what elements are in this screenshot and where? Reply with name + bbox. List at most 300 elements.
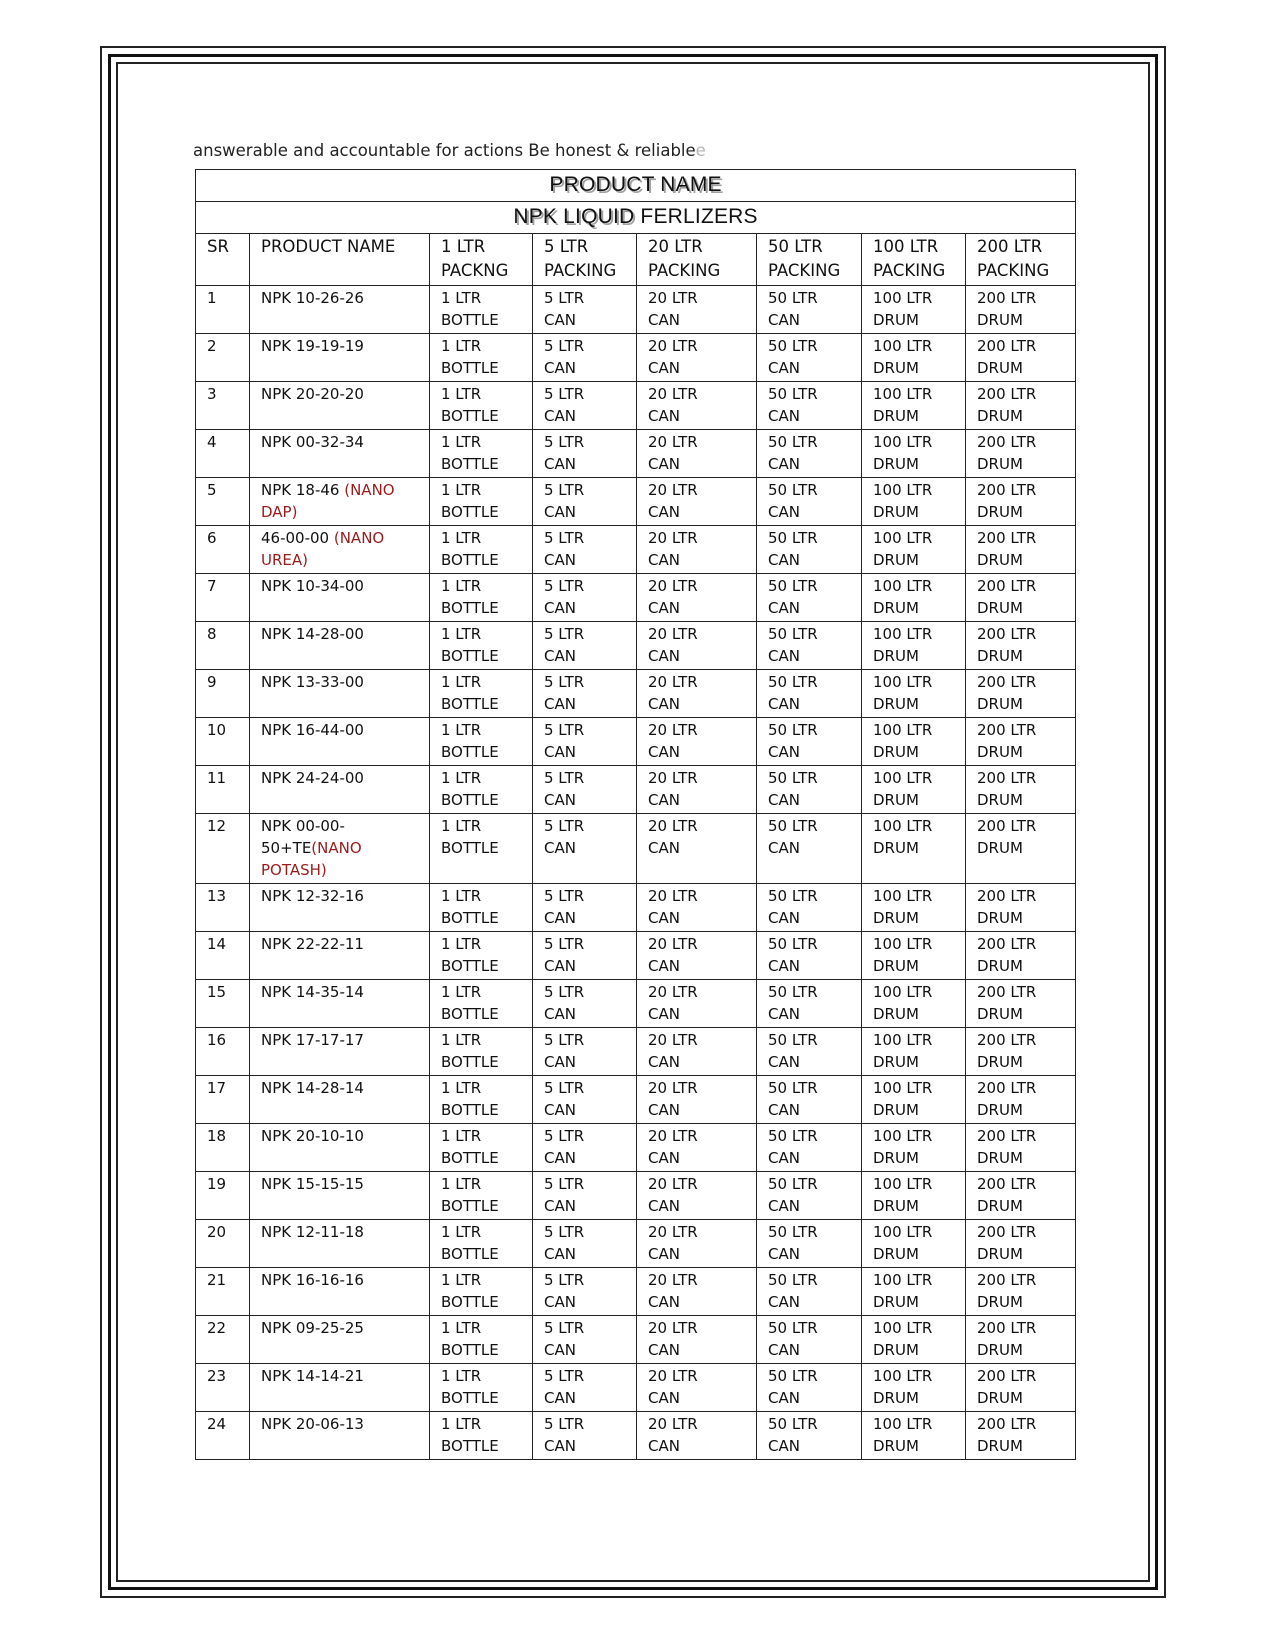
packing-text: 5 LTR bbox=[544, 1031, 585, 1049]
packing-text: CAN bbox=[648, 909, 680, 927]
packing-text: CAN bbox=[768, 743, 800, 761]
packing-cell-100-ltr bbox=[862, 382, 966, 430]
tagline-ghost-char: e bbox=[695, 141, 706, 160]
packing-text: DRUM bbox=[977, 599, 1023, 617]
product-name-annotation: (NANO bbox=[333, 529, 385, 547]
packing-cell-200-ltr bbox=[966, 574, 1076, 622]
product-name-part: NPK 13-33-00 bbox=[261, 673, 364, 691]
packing-text: 5 LTR bbox=[544, 817, 585, 835]
product-name-part: NPK 00-32-34 bbox=[261, 433, 364, 451]
packing-text: 20 LTR bbox=[648, 935, 698, 953]
packing-text: BOTTLE bbox=[441, 1101, 499, 1119]
packing-cell-200-ltr bbox=[966, 622, 1076, 670]
packing-cell-100-ltr bbox=[862, 1316, 966, 1364]
packing-cell-200-ltr bbox=[966, 1220, 1076, 1268]
serial-number-cell: 2 bbox=[196, 334, 250, 382]
packing-text: CAN bbox=[648, 695, 680, 713]
table-row bbox=[196, 622, 1076, 670]
product-name-cell bbox=[250, 622, 430, 670]
packing-text: CAN bbox=[648, 599, 680, 617]
packing-text: 1 LTR bbox=[441, 1319, 482, 1337]
packing-cell-100-ltr bbox=[862, 932, 966, 980]
packing-text: CAN bbox=[648, 743, 680, 761]
packing-text: BOTTLE bbox=[441, 551, 499, 569]
packing-text: 100 LTR bbox=[873, 1415, 933, 1433]
packing-text: BOTTLE bbox=[441, 1197, 499, 1215]
packing-text: 50 LTR bbox=[768, 1415, 818, 1433]
product-name-part: 50+TE bbox=[261, 839, 312, 857]
serial-number-cell: 12 bbox=[196, 814, 250, 884]
packing-text: CAN bbox=[768, 455, 800, 473]
packing-text: 100 LTR bbox=[873, 673, 933, 691]
packing-cell-5-ltr bbox=[533, 814, 637, 884]
packing-text: 5 LTR bbox=[544, 1223, 585, 1241]
packing-text: 1 LTR bbox=[441, 983, 482, 1001]
packing-cell-100-ltr bbox=[862, 334, 966, 382]
packing-text: DRUM bbox=[977, 1053, 1023, 1071]
packing-cell-200-ltr bbox=[966, 1076, 1076, 1124]
packing-cell-200-ltr bbox=[966, 334, 1076, 382]
packing-cell-1-ltr bbox=[430, 1364, 533, 1412]
packing-text: 20 LTR bbox=[648, 337, 698, 355]
product-name-part: NPK 12-11-18 bbox=[261, 1223, 364, 1241]
packing-text: 200 LTR bbox=[977, 1367, 1037, 1385]
packing-text: 50 LTR bbox=[768, 817, 818, 835]
serial-number-cell: 6 bbox=[196, 526, 250, 574]
product-name-cell bbox=[250, 670, 430, 718]
packing-cell-100-ltr bbox=[862, 1412, 966, 1460]
product-name-cell bbox=[250, 1124, 430, 1172]
packing-text: 5 LTR bbox=[544, 935, 585, 953]
packing-cell-100-ltr bbox=[862, 1028, 966, 1076]
packing-cell-1-ltr bbox=[430, 1076, 533, 1124]
packing-cell-5-ltr bbox=[533, 718, 637, 766]
packing-text: CAN bbox=[648, 1389, 680, 1407]
packing-cell-5-ltr bbox=[533, 670, 637, 718]
packing-text: CAN bbox=[544, 909, 576, 927]
packing-text: 100 LTR bbox=[873, 1031, 933, 1049]
packing-text: 200 LTR bbox=[977, 289, 1037, 307]
serial-number-cell: 5 bbox=[196, 478, 250, 526]
packing-cell-50-ltr bbox=[757, 286, 862, 334]
packing-text: 200 LTR bbox=[977, 1415, 1037, 1433]
packing-cell-5-ltr bbox=[533, 1076, 637, 1124]
product-name-part: NPK 17-17-17 bbox=[261, 1031, 364, 1049]
packing-text: 5 LTR bbox=[544, 529, 585, 547]
packing-text: 20 LTR bbox=[648, 721, 698, 739]
packing-text: DRUM bbox=[873, 1053, 919, 1071]
packing-text: CAN bbox=[544, 957, 576, 975]
packing-text: 1 LTR bbox=[441, 935, 482, 953]
packing-cell-20-ltr bbox=[637, 718, 757, 766]
packing-text: CAN bbox=[648, 455, 680, 473]
product-name-cell bbox=[250, 1220, 430, 1268]
packing-text: CAN bbox=[544, 743, 576, 761]
packing-cell-200-ltr bbox=[966, 1124, 1076, 1172]
packing-cell-100-ltr bbox=[862, 1220, 966, 1268]
packing-text: DRUM bbox=[977, 743, 1023, 761]
packing-text: 5 LTR bbox=[544, 1415, 585, 1433]
packing-cell-100-ltr bbox=[862, 286, 966, 334]
serial-number-cell: 14 bbox=[196, 932, 250, 980]
table-row bbox=[196, 574, 1076, 622]
packing-cell-200-ltr bbox=[966, 286, 1076, 334]
product-name-cell bbox=[250, 430, 430, 478]
table-row bbox=[196, 1220, 1076, 1268]
packing-text: DRUM bbox=[977, 1101, 1023, 1119]
packing-text: 1 LTR bbox=[441, 817, 482, 835]
packing-text: 100 LTR bbox=[873, 625, 933, 643]
packing-text: BOTTLE bbox=[441, 1293, 499, 1311]
packing-text: 20 LTR bbox=[648, 529, 698, 547]
packing-text: CAN bbox=[648, 1197, 680, 1215]
packing-text: BOTTLE bbox=[441, 1389, 499, 1407]
packing-cell-1-ltr bbox=[430, 622, 533, 670]
packing-text: CAN bbox=[768, 791, 800, 809]
packing-cell-20-ltr bbox=[637, 884, 757, 932]
packing-text: 20 LTR bbox=[648, 1319, 698, 1337]
product-table bbox=[195, 169, 1076, 1460]
packing-cell-1-ltr bbox=[430, 980, 533, 1028]
product-name-cell bbox=[250, 574, 430, 622]
packing-cell-100-ltr bbox=[862, 526, 966, 574]
packing-text: 50 LTR bbox=[768, 1271, 818, 1289]
packing-text: 200 LTR bbox=[977, 433, 1037, 451]
packing-cell-200-ltr bbox=[966, 766, 1076, 814]
packing-text: CAN bbox=[544, 1197, 576, 1215]
packing-text: CAN bbox=[544, 647, 576, 665]
packing-cell-20-ltr bbox=[637, 430, 757, 478]
packing-cell-200-ltr bbox=[966, 1412, 1076, 1460]
packing-text: DRUM bbox=[977, 455, 1023, 473]
serial-number-cell: 19 bbox=[196, 1172, 250, 1220]
packing-cell-100-ltr bbox=[862, 670, 966, 718]
packing-text: CAN bbox=[648, 359, 680, 377]
product-name-part: NPK 14-28-14 bbox=[261, 1079, 364, 1097]
packing-cell-20-ltr bbox=[637, 1028, 757, 1076]
packing-text: 5 LTR bbox=[544, 337, 585, 355]
packing-text: 100 LTR bbox=[873, 577, 933, 595]
packing-text: DRUM bbox=[873, 1389, 919, 1407]
product-name-part: NPK 10-26-26 bbox=[261, 289, 364, 307]
packing-text: 100 LTR bbox=[873, 721, 933, 739]
packing-cell-5-ltr bbox=[533, 1220, 637, 1268]
packing-text: 200 LTR bbox=[977, 769, 1037, 787]
packing-cell-50-ltr bbox=[757, 766, 862, 814]
product-name-part: NPK 09-25-25 bbox=[261, 1319, 364, 1337]
packing-text: 1 LTR bbox=[441, 1031, 482, 1049]
packing-cell-20-ltr bbox=[637, 670, 757, 718]
packing-text: DRUM bbox=[873, 311, 919, 329]
packing-text: DRUM bbox=[873, 1341, 919, 1359]
packing-cell-50-ltr bbox=[757, 1076, 862, 1124]
packing-text: 5 LTR bbox=[544, 1079, 585, 1097]
packing-text: BOTTLE bbox=[441, 957, 499, 975]
packing-text: 50 LTR bbox=[768, 721, 818, 739]
packing-cell-1-ltr bbox=[430, 334, 533, 382]
product-name-part: NPK 12-32-16 bbox=[261, 887, 364, 905]
packing-cell-5-ltr bbox=[533, 286, 637, 334]
product-name-part: NPK 20-20-20 bbox=[261, 385, 364, 403]
packing-text: 200 LTR bbox=[977, 385, 1037, 403]
packing-text: 1 LTR bbox=[441, 433, 482, 451]
product-name-part: NPK 14-28-00 bbox=[261, 625, 364, 643]
packing-text: DRUM bbox=[977, 1293, 1023, 1311]
packing-cell-200-ltr bbox=[966, 718, 1076, 766]
packing-cell-100-ltr bbox=[862, 766, 966, 814]
packing-text: BOTTLE bbox=[441, 1437, 499, 1455]
packing-text: CAN bbox=[768, 839, 800, 857]
column-header-line: 20 LTR bbox=[648, 237, 703, 256]
packing-text: CAN bbox=[544, 1293, 576, 1311]
packing-cell-20-ltr bbox=[637, 382, 757, 430]
packing-text: CAN bbox=[768, 1389, 800, 1407]
packing-cell-50-ltr bbox=[757, 814, 862, 884]
packing-cell-50-ltr bbox=[757, 574, 862, 622]
table-row bbox=[196, 814, 1076, 884]
packing-cell-50-ltr bbox=[757, 1172, 862, 1220]
packing-text: DRUM bbox=[873, 695, 919, 713]
packing-text: CAN bbox=[648, 503, 680, 521]
packing-text: CAN bbox=[648, 1053, 680, 1071]
packing-cell-200-ltr bbox=[966, 1268, 1076, 1316]
packing-text: 50 LTR bbox=[768, 983, 818, 1001]
product-name-part: NPK 20-10-10 bbox=[261, 1127, 364, 1145]
packing-cell-50-ltr bbox=[757, 1268, 862, 1316]
packing-text: CAN bbox=[768, 957, 800, 975]
packing-text: 100 LTR bbox=[873, 433, 933, 451]
packing-cell-50-ltr bbox=[757, 1124, 862, 1172]
packing-text: 20 LTR bbox=[648, 769, 698, 787]
packing-cell-5-ltr bbox=[533, 622, 637, 670]
packing-text: CAN bbox=[544, 1245, 576, 1263]
packing-text: 50 LTR bbox=[768, 529, 818, 547]
column-header bbox=[430, 234, 533, 286]
packing-text: BOTTLE bbox=[441, 839, 499, 857]
packing-cell-200-ltr bbox=[966, 478, 1076, 526]
packing-text: CAN bbox=[544, 551, 576, 569]
packing-text: CAN bbox=[648, 1437, 680, 1455]
packing-text: 50 LTR bbox=[768, 1079, 818, 1097]
product-name-part: NPK 22-22-11 bbox=[261, 935, 364, 953]
packing-text: 1 LTR bbox=[441, 1415, 482, 1433]
table-row bbox=[196, 670, 1076, 718]
table-row bbox=[196, 1028, 1076, 1076]
packing-cell-20-ltr bbox=[637, 1220, 757, 1268]
packing-text: DRUM bbox=[977, 551, 1023, 569]
packing-text: DRUM bbox=[977, 1005, 1023, 1023]
packing-cell-200-ltr bbox=[966, 932, 1076, 980]
product-name-part: NPK 20-06-13 bbox=[261, 1415, 364, 1433]
product-name-cell bbox=[250, 334, 430, 382]
table-subtitle bbox=[196, 202, 1076, 234]
table-row bbox=[196, 1124, 1076, 1172]
packing-text: 1 LTR bbox=[441, 1127, 482, 1145]
serial-number-cell: 22 bbox=[196, 1316, 250, 1364]
product-name-part: NPK 16-44-00 bbox=[261, 721, 364, 739]
packing-text: CAN bbox=[648, 1149, 680, 1167]
packing-cell-50-ltr bbox=[757, 1316, 862, 1364]
packing-text: DRUM bbox=[873, 551, 919, 569]
packing-text: 1 LTR bbox=[441, 1367, 482, 1385]
packing-text: 50 LTR bbox=[768, 1031, 818, 1049]
packing-cell-5-ltr bbox=[533, 980, 637, 1028]
packing-cell-100-ltr bbox=[862, 1076, 966, 1124]
column-header-line: PACKNG bbox=[441, 261, 509, 280]
packing-text: 100 LTR bbox=[873, 385, 933, 403]
packing-text: 200 LTR bbox=[977, 577, 1037, 595]
table-title-text: PRODUCT NAME bbox=[549, 173, 722, 196]
packing-text: DRUM bbox=[977, 311, 1023, 329]
packing-text: 200 LTR bbox=[977, 983, 1037, 1001]
packing-text: DRUM bbox=[977, 1341, 1023, 1359]
packing-cell-1-ltr bbox=[430, 1316, 533, 1364]
packing-text: DRUM bbox=[873, 503, 919, 521]
packing-text: DRUM bbox=[873, 455, 919, 473]
packing-text: 5 LTR bbox=[544, 887, 585, 905]
packing-text: CAN bbox=[648, 791, 680, 809]
product-name-annotation: UREA) bbox=[261, 551, 308, 569]
table-title bbox=[196, 170, 1076, 202]
packing-text: 20 LTR bbox=[648, 1223, 698, 1241]
packing-text: 1 LTR bbox=[441, 481, 482, 499]
packing-text: 20 LTR bbox=[648, 887, 698, 905]
packing-cell-50-ltr bbox=[757, 884, 862, 932]
table-row bbox=[196, 1268, 1076, 1316]
packing-text: 5 LTR bbox=[544, 1319, 585, 1337]
product-name-cell bbox=[250, 1268, 430, 1316]
packing-text: 1 LTR bbox=[441, 673, 482, 691]
packing-cell-1-ltr bbox=[430, 1124, 533, 1172]
packing-text: CAN bbox=[768, 599, 800, 617]
table-row bbox=[196, 286, 1076, 334]
product-name-cell bbox=[250, 478, 430, 526]
packing-text: CAN bbox=[544, 1149, 576, 1167]
packing-text: BOTTLE bbox=[441, 359, 499, 377]
packing-text: CAN bbox=[544, 1389, 576, 1407]
packing-text: 100 LTR bbox=[873, 1127, 933, 1145]
packing-text: BOTTLE bbox=[441, 1149, 499, 1167]
product-name-cell bbox=[250, 526, 430, 574]
packing-text: DRUM bbox=[873, 957, 919, 975]
packing-cell-100-ltr bbox=[862, 478, 966, 526]
table-header-row bbox=[196, 234, 1076, 286]
packing-text: CAN bbox=[768, 909, 800, 927]
packing-text: BOTTLE bbox=[441, 695, 499, 713]
column-header-line: 5 LTR bbox=[544, 237, 589, 256]
packing-cell-5-ltr bbox=[533, 1172, 637, 1220]
packing-cell-50-ltr bbox=[757, 670, 862, 718]
packing-text: 200 LTR bbox=[977, 529, 1037, 547]
packing-text: 50 LTR bbox=[768, 1319, 818, 1337]
packing-cell-200-ltr bbox=[966, 884, 1076, 932]
packing-cell-5-ltr bbox=[533, 1364, 637, 1412]
packing-text: BOTTLE bbox=[441, 1053, 499, 1071]
packing-cell-20-ltr bbox=[637, 574, 757, 622]
packing-text: 50 LTR bbox=[768, 433, 818, 451]
serial-number-cell: 18 bbox=[196, 1124, 250, 1172]
packing-text: 200 LTR bbox=[977, 1319, 1037, 1337]
serial-number-cell: 20 bbox=[196, 1220, 250, 1268]
packing-cell-1-ltr bbox=[430, 718, 533, 766]
packing-text: DRUM bbox=[977, 791, 1023, 809]
packing-text: 5 LTR bbox=[544, 983, 585, 1001]
packing-text: BOTTLE bbox=[441, 1245, 499, 1263]
packing-text: 1 LTR bbox=[441, 625, 482, 643]
packing-text: DRUM bbox=[977, 957, 1023, 975]
packing-text: 20 LTR bbox=[648, 433, 698, 451]
packing-text: CAN bbox=[768, 359, 800, 377]
table-row bbox=[196, 718, 1076, 766]
serial-number-cell: 9 bbox=[196, 670, 250, 718]
packing-text: CAN bbox=[648, 551, 680, 569]
packing-text: 100 LTR bbox=[873, 1223, 933, 1241]
packing-cell-20-ltr bbox=[637, 1412, 757, 1460]
table-row bbox=[196, 980, 1076, 1028]
packing-text: CAN bbox=[544, 791, 576, 809]
packing-text: DRUM bbox=[977, 839, 1023, 857]
packing-text: CAN bbox=[544, 1053, 576, 1071]
packing-text: 50 LTR bbox=[768, 1223, 818, 1241]
packing-text: CAN bbox=[768, 1245, 800, 1263]
packing-text: DRUM bbox=[977, 647, 1023, 665]
packing-text: DRUM bbox=[977, 695, 1023, 713]
packing-text: 100 LTR bbox=[873, 817, 933, 835]
packing-text: 100 LTR bbox=[873, 1079, 933, 1097]
packing-text: 20 LTR bbox=[648, 817, 698, 835]
packing-text: DRUM bbox=[873, 599, 919, 617]
packing-text: 50 LTR bbox=[768, 289, 818, 307]
packing-text: 1 LTR bbox=[441, 1271, 482, 1289]
packing-text: 50 LTR bbox=[768, 673, 818, 691]
packing-text: DRUM bbox=[873, 1149, 919, 1167]
packing-cell-200-ltr bbox=[966, 430, 1076, 478]
packing-cell-1-ltr bbox=[430, 1028, 533, 1076]
packing-cell-20-ltr bbox=[637, 980, 757, 1028]
packing-text: 50 LTR bbox=[768, 887, 818, 905]
packing-cell-20-ltr bbox=[637, 622, 757, 670]
packing-text: DRUM bbox=[873, 647, 919, 665]
packing-text: 5 LTR bbox=[544, 1367, 585, 1385]
packing-text: DRUM bbox=[873, 743, 919, 761]
packing-cell-20-ltr bbox=[637, 1124, 757, 1172]
packing-cell-20-ltr bbox=[637, 1172, 757, 1220]
product-name-cell bbox=[250, 1076, 430, 1124]
packing-text: CAN bbox=[648, 647, 680, 665]
tagline bbox=[193, 141, 706, 160]
packing-text: 50 LTR bbox=[768, 1127, 818, 1145]
packing-text: 200 LTR bbox=[977, 337, 1037, 355]
packing-text: 1 LTR bbox=[441, 577, 482, 595]
serial-number-cell: 7 bbox=[196, 574, 250, 622]
packing-cell-1-ltr bbox=[430, 526, 533, 574]
column-header-line: 1 LTR bbox=[441, 237, 486, 256]
packing-text: 100 LTR bbox=[873, 1175, 933, 1193]
product-name-cell bbox=[250, 1364, 430, 1412]
packing-text: 1 LTR bbox=[441, 769, 482, 787]
packing-text: 100 LTR bbox=[873, 337, 933, 355]
packing-cell-50-ltr bbox=[757, 526, 862, 574]
packing-text: 1 LTR bbox=[441, 289, 482, 307]
packing-text: BOTTLE bbox=[441, 407, 499, 425]
packing-text: 100 LTR bbox=[873, 481, 933, 499]
packing-text: 1 LTR bbox=[441, 337, 482, 355]
table-title-row bbox=[196, 170, 1076, 202]
packing-text: DRUM bbox=[873, 1197, 919, 1215]
packing-cell-20-ltr bbox=[637, 286, 757, 334]
packing-text: 50 LTR bbox=[768, 577, 818, 595]
packing-text: 5 LTR bbox=[544, 1127, 585, 1145]
